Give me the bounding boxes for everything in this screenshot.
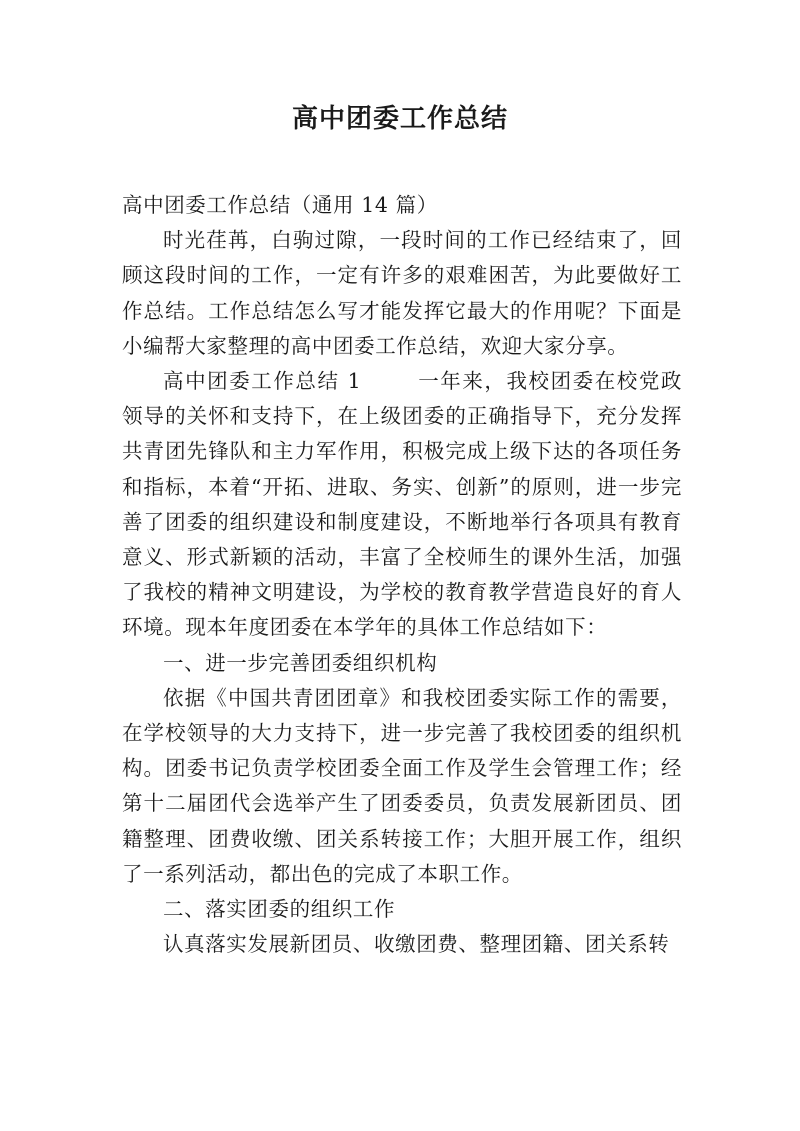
paragraph-2: 认真落实发展新团员、收缴团费、整理团籍、团关系转 [163,932,670,957]
paragraph-1: 依据《中国共青团团章》和我校团委实际工作的需要，在学校领导的大力支持下，进一步完善了我校团委的组织机构。团委书记负责学校团委全面工作及学生会管理工作；经第十二届团代会选举产生了团委委员，负责发展新团员、团籍整理、团费收缴、团关系转接工作；大胆开展工作，组织了一系列活动，都出色的完成了本职工作。 [122,685,682,886]
document-subtitle: 高中团委工作总结（通用 14 篇） [122,193,438,217]
heading-1: 一、进一步完善团委组织机构 [163,650,438,675]
section-1-paragraph [122,364,682,646]
intro-paragraph: 时光荏苒，白驹过隙，一段时间的工作已经结束了，回顾这段时间的工作，一定有许多的艰难困苦，为此要做好工作总结。工作总结怎么写才能发挥它最大的作用呢？下面是小编帮大家整理的高中团委工作总结，欢迎大家分享。 [122,228,682,358]
heading-2: 二、落实团委的组织工作 [163,897,396,922]
document-title: 高中团委工作总结 [291,104,508,134]
section-1-text: 一年来，我校团委在校党政领导的关怀和支持下，在上级团委的正确指导下，充分发挥共青团先锋队和主力军作用，积极完成上级下达的各项任务和指标，本着“开拓、进取、务实、创新”的原则，进一步完善了团委的组织建设和制度建设，不断地举行各项具有教育意义、形式新颖的活动，丰富了全校师生的课外生活，加强了我校的精神文明建设，为学校的教育教学营造良好的育人环境。现本年度团委在本学年的具体工作总结如下： [122,369,682,640]
document-body [122,188,682,962]
section-1-label: 高中团委工作总结 1 [163,369,362,394]
